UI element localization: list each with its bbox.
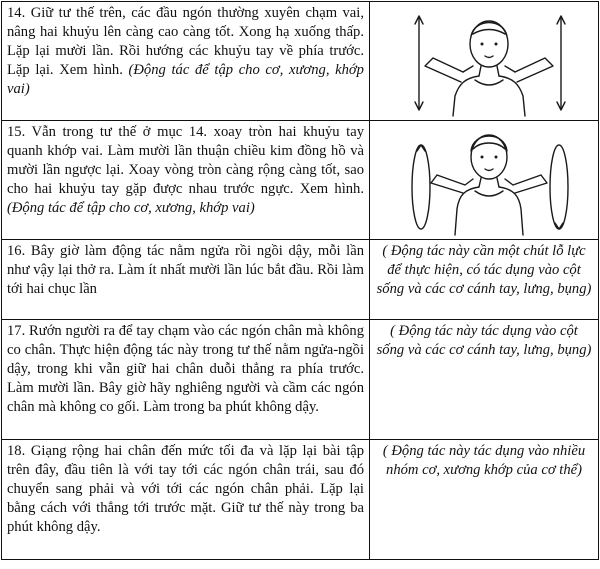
exercise-17-text: 17. Rướn người ra để tay chạm vào các ngón chân mà không co chân. Thực hiện động tác này trong tư thế nằm ngửa-ngồi dậy, trong khi vẫn giữ hai chân duỗi thẳng ra phía trước. Làm mười lần. Bây giờ hãy nghiêng người và cầm các ngón chân mà không co gối. Làm trong ba phút không dậy. bbox=[7, 323, 364, 415]
exercise-18-text: 18. Giạng rộng hai chân đến mức tối đa và lặp lại bài tập trên đây, đầu tiên là với tay tới các ngón chân trái, sau đó chuyển sang phải và với tới các ngón chân phải. Lặp lại bằng cách với thẳng tới trước mặt. Giữ tư thế này trong ba phút không dậy. bbox=[7, 443, 364, 535]
elbows-up-down-illustration bbox=[375, 4, 600, 118]
exercise-14-illustration-cell bbox=[370, 2, 599, 121]
exercise-row-16 bbox=[2, 240, 599, 320]
exercise-17-cell bbox=[2, 320, 370, 440]
exercise-18-cell bbox=[2, 440, 370, 560]
exercise-18-note: ( Động tác này tác dụng vào nhiều nhóm cơ, xương khớp của cơ thể) bbox=[370, 440, 599, 560]
exercise-14-cell bbox=[2, 2, 370, 121]
exercise-row-15 bbox=[2, 121, 599, 240]
exercise-row-14 bbox=[2, 2, 599, 121]
exercise-15-illustration-cell bbox=[370, 121, 599, 240]
exercise-row-18 bbox=[2, 440, 599, 560]
exercise-15-text: 15. Vẫn trong tư thế ở mục 14. xoay tròn hai khuỷu tay quanh khớp vai. Làm mười lần thuận chiều kim đồng hồ và mười lần ngược lại. Xoay vòng tròn càng rộng càng tốt, sao cho hai khuỷu tay gặp được nhau trước ngực. Xem hình. bbox=[7, 124, 364, 197]
elbow-circles-illustration bbox=[375, 123, 600, 237]
exercise-table bbox=[1, 1, 599, 560]
exercise-15-note: (Động tác để tập cho cơ, xương, khớp vai) bbox=[7, 200, 255, 216]
exercise-16-note: ( Động tác này cần một chút lỗ lực để thực hiện, có tác dụng vào cột sống và các cơ cánh tay, lưng, bụng) bbox=[370, 240, 599, 320]
exercise-14-note: (Động tác để tập cho cơ, xương, khớp vai) bbox=[7, 62, 364, 97]
exercise-row-17 bbox=[2, 320, 599, 440]
exercise-15-cell bbox=[2, 121, 370, 240]
exercise-17-note: ( Động tác này tác dụng vào cột sống và các cơ cánh tay, lưng, bụng) bbox=[370, 320, 599, 440]
exercise-16-cell bbox=[2, 240, 370, 320]
exercise-14-text: 14. Giữ tư thế trên, các đầu ngón thường xuyên chạm vai, nâng hai khuỷu lên càng cao càng tốt. Xong hạ xuống thấp. Lặp lại mười lần. Rồi hướng các khuỷu tay về phía trước. Lặp lại. Xem hình. bbox=[7, 5, 364, 78]
exercise-16-text: 16. Bây giờ làm động tác nằm ngửa rồi ngồi dậy, mỗi lần như vậy lại thở ra. Làm ít nhất mười lần lúc bắt đầu. Rồi làm tới hai chục lần bbox=[7, 243, 364, 297]
